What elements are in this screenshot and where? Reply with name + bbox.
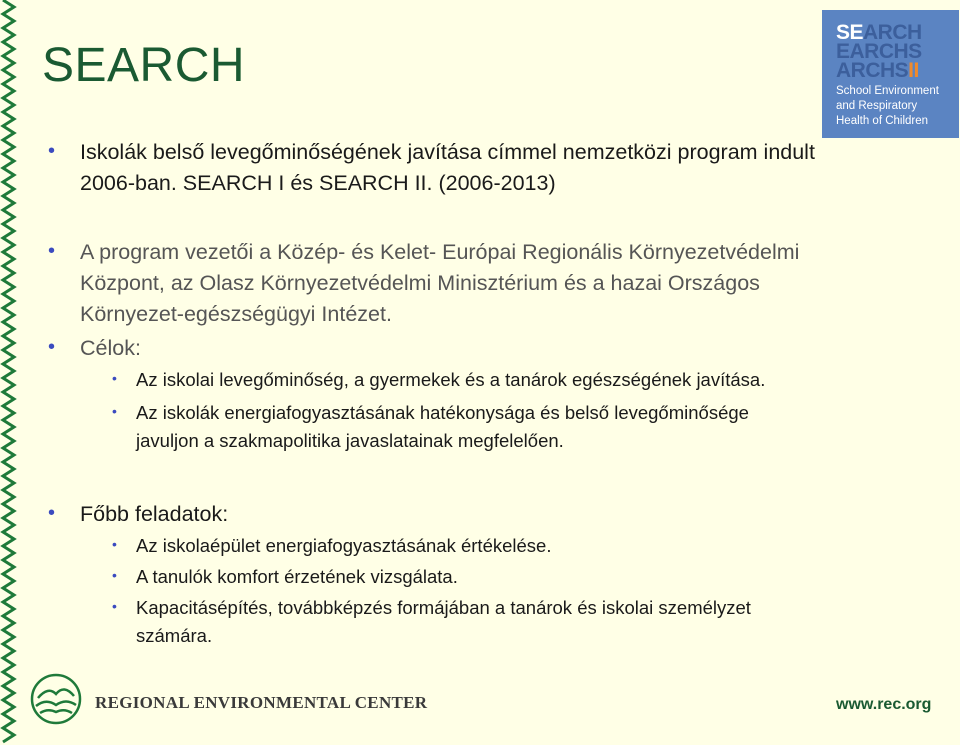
bullet-dot: • bbox=[48, 140, 56, 162]
bullet-line: Környezet-egészségügyi Intézet. bbox=[80, 302, 392, 326]
sub-bullet-text: Az iskolaépület energiafogyasztásának értékelése. bbox=[136, 535, 552, 556]
sub-bullet-text bbox=[136, 399, 936, 455]
logo-subtitle-line: School Environment bbox=[836, 85, 939, 97]
bullet-dot: • bbox=[48, 240, 56, 262]
zigzag-border bbox=[0, 0, 18, 745]
slide-title: SEARCH bbox=[42, 39, 246, 92]
sub-bullet-dot: • bbox=[112, 370, 117, 386]
logo-text: ARCH bbox=[863, 21, 922, 44]
bullet-line: A program vezetői a Közép- és Kelet- Európai Regionális Környezetvédelmi bbox=[80, 240, 800, 264]
sub-bullet-line: javuljon a szakmapolitika javaslatainak megfelelően. bbox=[136, 430, 564, 451]
logo-text: II bbox=[908, 59, 919, 82]
search-logo bbox=[822, 10, 959, 138]
logo-subtitle-line: Health of Children bbox=[836, 115, 929, 127]
logo-text: EARCHS bbox=[836, 40, 922, 63]
bullet-line: 2006-ban. SEARCH I és SEARCH II. (2006-2013) bbox=[80, 171, 556, 195]
logo-text: ARCHS bbox=[836, 59, 909, 82]
bullet-dot: • bbox=[48, 336, 56, 358]
sub-bullet-line: Az iskolák energiafogyasztásának hatékonysága és belső levegőminősége bbox=[136, 402, 749, 423]
website-link[interactable]: www.rec.org bbox=[836, 696, 932, 713]
bullet-dot: • bbox=[48, 502, 56, 524]
sub-bullet-line: számára. bbox=[136, 625, 213, 646]
logo-subtitle bbox=[836, 84, 939, 129]
sub-bullet-dot: • bbox=[112, 403, 117, 419]
bullet-line: Központ, az Olasz Környezetvédelmi Minisztérium és a hazai Országos bbox=[80, 271, 760, 295]
sub-bullet-dot: • bbox=[112, 598, 117, 614]
bullet-label: Célok: bbox=[80, 336, 141, 360]
org-name: REGIONAL ENVIRONMENTAL CENTER bbox=[95, 693, 428, 712]
sub-bullet-text bbox=[136, 594, 936, 650]
bullet-text bbox=[80, 237, 940, 330]
bullet-text bbox=[80, 137, 940, 199]
bullet-line: Iskolák belső levegőminőségének javítása címmel nemzetközi program indult bbox=[80, 140, 815, 164]
sub-bullet-text: Az iskolai levegőminőség, a gyermekek és a tanárok egészségének javítása. bbox=[136, 369, 766, 390]
logo-subtitle-line: and Respiratory bbox=[836, 100, 918, 112]
bullet-label: Főbb feladatok: bbox=[80, 502, 229, 526]
sub-bullet-dot: • bbox=[112, 567, 117, 583]
logo-text: SE bbox=[836, 21, 864, 44]
sub-bullet-text: A tanulók komfort érzetének vizsgálata. bbox=[136, 566, 458, 587]
sub-bullet-dot: • bbox=[112, 536, 117, 552]
sub-bullet-line: Kapacitásépítés, továbbképzés formájában a tanárok és iskolai személyzet bbox=[136, 597, 751, 618]
rec-logo-icon bbox=[28, 672, 84, 726]
